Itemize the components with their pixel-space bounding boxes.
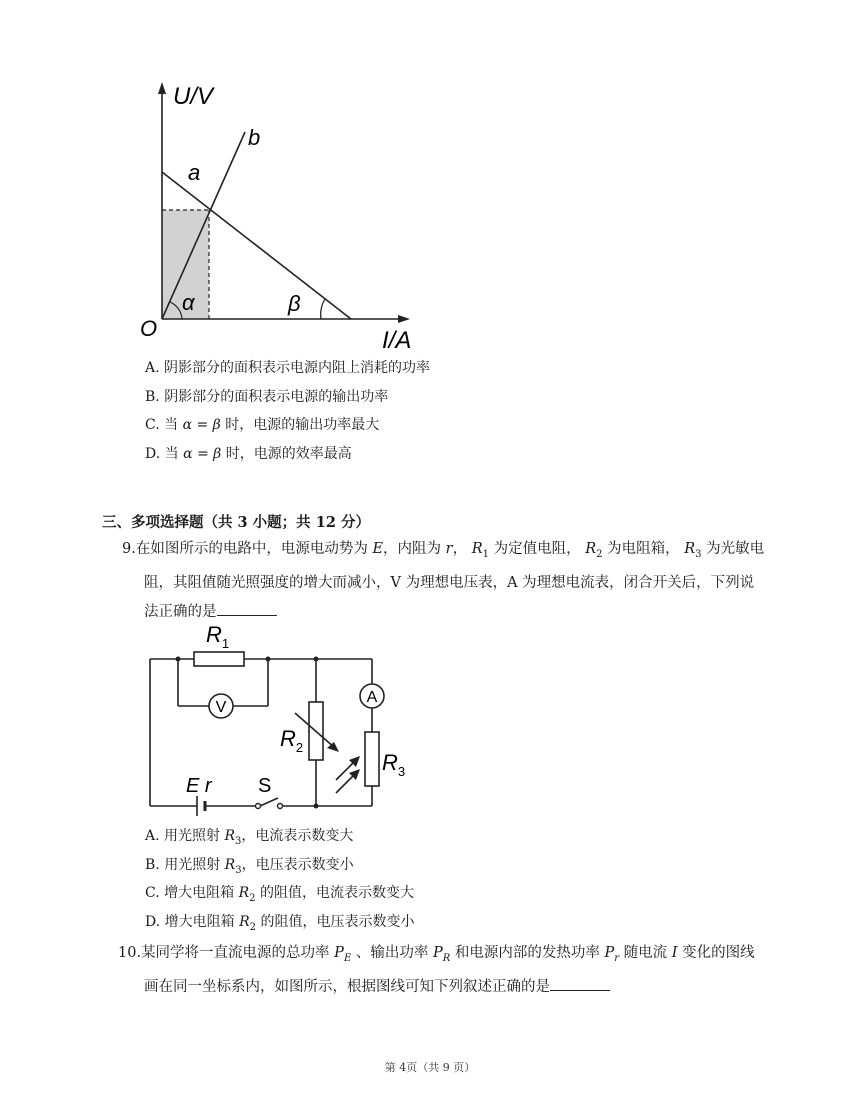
- section-title: 三、多项选择题（共 3 小题；共 12 分）: [102, 514, 370, 531]
- option-text: 当: [164, 417, 179, 433]
- option-text: 的阻值，电压表示数变小: [260, 914, 415, 930]
- option-letter: A.: [145, 828, 160, 844]
- option-text: 用光照射: [164, 857, 221, 873]
- option-text: ，电压表示数变小: [241, 857, 354, 873]
- math-R: R: [239, 914, 250, 930]
- math-R: R: [224, 828, 236, 844]
- option-letter: D.: [145, 446, 161, 462]
- battery-label: E r: [186, 775, 212, 797]
- switch-contact: [278, 804, 283, 809]
- q10-text: 某同学将一直流电源的总功率: [141, 945, 330, 961]
- option-letter: C.: [145, 417, 160, 433]
- page-footer: 第 4页（共 9 页）: [384, 1061, 476, 1074]
- switch-label: S: [258, 775, 272, 797]
- r3-label: $R_3$: [382, 750, 406, 779]
- math-sub: R: [442, 952, 451, 964]
- r3-resistor: [365, 732, 379, 786]
- q9-text: 为电阻箱，: [607, 541, 680, 557]
- q9-text: ，内阻为: [383, 541, 442, 557]
- x-axis-arrow: [398, 315, 410, 323]
- junction-dot: [314, 657, 319, 662]
- math-sub: 3: [695, 548, 702, 560]
- q10-text: 变化的图线: [682, 945, 755, 961]
- math-sub: 2: [249, 892, 256, 904]
- q9-text: 阻，其阻值随光照强度的增大而减小，V 为理想电压表，A 为理想电流表，闭合开关后，下列说: [144, 574, 755, 591]
- math-P: P: [432, 945, 443, 961]
- beta-label: β: [288, 291, 301, 316]
- option-text: 用光照射: [164, 828, 221, 844]
- q8-option-a: [145, 358, 430, 378]
- junction-dot: [176, 657, 181, 662]
- q8-option-d: [145, 444, 352, 464]
- option-text: 当: [164, 446, 179, 462]
- answer-blank: [217, 601, 277, 616]
- option-math: α = β: [183, 446, 222, 462]
- q10-text: 随电流: [623, 945, 668, 961]
- math-E: E: [372, 541, 384, 557]
- r1-label: $R_1$: [206, 622, 230, 651]
- math-sub: 1: [482, 548, 489, 560]
- x-axis-label: I/A: [382, 327, 412, 353]
- math-R: R: [224, 857, 236, 873]
- q9-line-1: [122, 535, 765, 569]
- question-number: 9.: [122, 541, 136, 557]
- option-text: 阴影部分的面积表示电源内阻上消耗的功率: [164, 360, 431, 376]
- answer-blank: [550, 976, 610, 991]
- option-math: α = β: [182, 417, 221, 433]
- y-axis-label: U/V: [173, 83, 214, 110]
- q9-line-2: [122, 569, 762, 598]
- question-10: [118, 939, 768, 1002]
- option-text: ，电流表示数变大: [241, 828, 354, 844]
- option-letter: B.: [145, 857, 160, 873]
- math-sub: 3: [235, 864, 242, 876]
- option-text: 时，电源的输出功率最大: [225, 417, 380, 433]
- circuit-diagram: [140, 618, 420, 818]
- switch-blade: [260, 798, 278, 806]
- q9-text: ，: [452, 541, 468, 557]
- option-text: 增大电阻箱: [164, 885, 235, 901]
- math-sub: 3: [235, 835, 242, 847]
- option-text: 时，电源的效率最高: [225, 446, 352, 462]
- y-axis-arrow: [158, 82, 166, 94]
- q8-option-c: [145, 415, 379, 435]
- q8-option-b: [145, 387, 388, 407]
- q9-text: 在如图所示的电路中，电源电动势为: [135, 541, 368, 557]
- option-letter: A.: [145, 360, 160, 376]
- question-9: [122, 535, 765, 627]
- ammeter-label: A: [366, 689, 378, 706]
- math-R3: R: [684, 541, 696, 557]
- q9-option-b: [145, 855, 354, 881]
- q10-text: 画在同一坐标系内，如图所示，根据图线可知下列叙述正确的是: [144, 978, 550, 995]
- q9-option-a: [145, 826, 353, 852]
- option-text: 增大电阻箱: [164, 914, 235, 930]
- math-sub: E: [343, 952, 352, 964]
- question-number: 10.: [118, 945, 142, 961]
- u-i-graph: [130, 78, 440, 353]
- line-a-label: a: [188, 160, 201, 185]
- voltmeter-label: V: [215, 699, 227, 716]
- option-letter: C.: [145, 885, 160, 901]
- q9-text: 为定值电阻，: [493, 541, 581, 557]
- math-P: P: [604, 945, 615, 961]
- math-sub: 2: [249, 921, 257, 933]
- r1-resistor: [194, 652, 244, 666]
- origin-label: O: [140, 316, 158, 341]
- beta-arc: [321, 299, 325, 319]
- math-I: I: [671, 945, 678, 961]
- option-text: 的阻值，电流表示数变大: [259, 885, 414, 901]
- math-sub: r: [614, 952, 620, 964]
- q10-text: 、输出功率: [355, 945, 429, 961]
- option-letter: D.: [145, 914, 161, 930]
- junction-dot: [314, 804, 319, 809]
- option-text: 阴影部分的面积表示电源的输出功率: [164, 389, 389, 405]
- line-b-label: b: [248, 125, 261, 150]
- r2-label: $R_2$: [280, 726, 304, 755]
- math-r: r: [445, 541, 453, 557]
- q10-line-1: [118, 939, 768, 973]
- math-sub: 2: [596, 548, 603, 560]
- q9-option-d: [145, 912, 414, 938]
- q10-text: 和电源内部的发热功率: [454, 945, 600, 961]
- q9-text: 为光敏电: [706, 541, 765, 557]
- junction-dot: [266, 657, 271, 662]
- q9-text: 法正确的是: [144, 603, 217, 620]
- switch-contact: [256, 804, 261, 809]
- option-letter: B.: [145, 389, 160, 405]
- math-R1: R: [471, 541, 483, 557]
- math-P: P: [334, 945, 344, 961]
- alpha-label: α: [182, 290, 195, 315]
- math-R2: R: [585, 541, 597, 557]
- q10-line-2: [118, 973, 768, 1002]
- q9-option-c: [145, 883, 414, 909]
- math-R: R: [238, 885, 250, 901]
